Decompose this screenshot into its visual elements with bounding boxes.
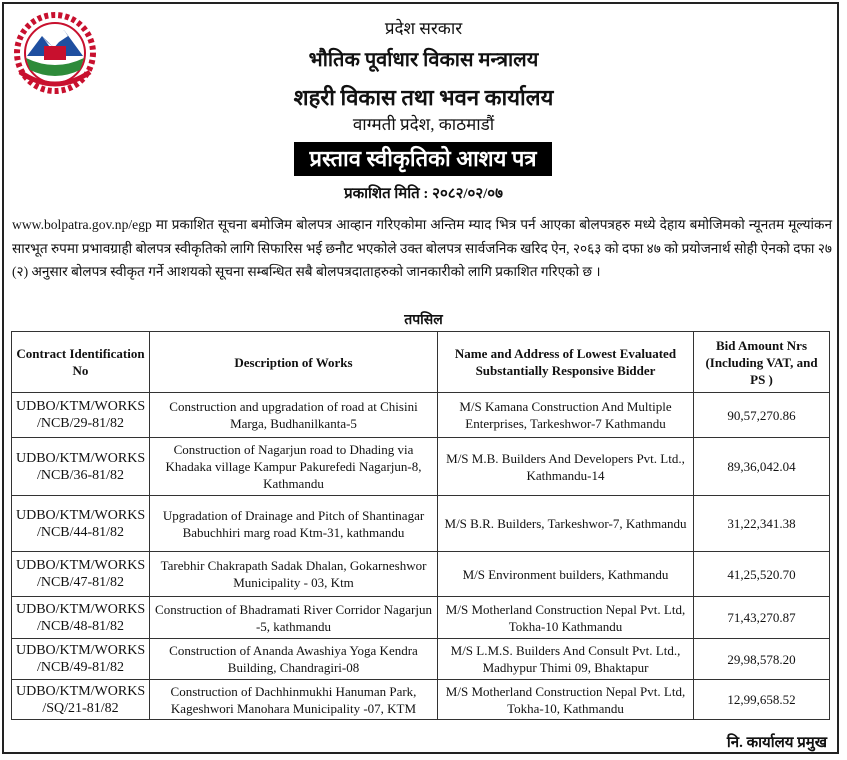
- bidder-name: M/S L.M.S. Builders And Consult Pvt. Ltd., Madhypur Thimi 09, Bhaktapur: [438, 639, 694, 680]
- bid-amount: 41,25,520.70: [694, 552, 830, 597]
- header-description: Description of Works: [150, 332, 438, 393]
- table-row: [12, 597, 830, 639]
- published-date: प्रकाशित मिति : २०८२/०२/०७: [344, 186, 503, 202]
- work-description: Construction and upgradation of road at Chisini Marga, Budhanilkanta-5: [150, 393, 438, 438]
- office-name: शहरी विकास तथा भवन कार्यालय: [293, 85, 554, 110]
- bid-amount: 12,99,658.52: [694, 680, 830, 720]
- office-location: वाग्मती प्रदेश, काठमाडौं: [352, 115, 495, 134]
- bidder-name: M/S Motherland Construction Nepal Pvt. Ltd, Tokha-10 Kathmandu: [438, 597, 694, 639]
- contract-id: UDBO/KTM/WORKS /SQ/21-81/82: [12, 680, 150, 720]
- table-row: [12, 639, 830, 680]
- bidder-name: M/S M.B. Builders And Developers Pvt. Ltd., Kathmandu-14: [438, 438, 694, 496]
- bid-amount: 90,57,270.86: [694, 393, 830, 438]
- header-bidder: Name and Address of Lowest Evaluated Substantially Responsive Bidder: [438, 332, 694, 393]
- table-row: [12, 438, 830, 496]
- header-amount: Bid Amount Nrs (Including VAT, and PS ): [694, 332, 830, 393]
- work-description: Construction of Ananda Awashiya Yoga Kendra Building, Chandragiri-08: [150, 639, 438, 680]
- bidder-name: M/S Motherland Construction Nepal Pvt. Ltd, Tokha-10, Kathmandu: [438, 680, 694, 720]
- contract-id: UDBO/KTM/WORKS /NCB/44-81/82: [12, 496, 150, 552]
- details-subheading: तपसिल: [404, 313, 443, 328]
- bid-amount: 71,43,270.87: [694, 597, 830, 639]
- table-header-row: [12, 332, 830, 393]
- work-description: Upgradation of Drainage and Pitch of Shantinagar Babuchhiri marg road Ktm-31, kathmandu: [150, 496, 438, 552]
- bid-amount: 89,36,042.04: [694, 438, 830, 496]
- ministry-name: भौतिक पूर्वाधार विकास मन्त्रालय: [308, 49, 539, 71]
- province-government: प्रदेश सरकार: [384, 19, 463, 38]
- bidder-name: M/S Environment builders, Kathmandu: [438, 552, 694, 597]
- table-row: [12, 496, 830, 552]
- work-description: Construction of Dachhinmukhi Hanuman Park, Kageshwori Manohara Municipality -07, KTM: [150, 680, 438, 720]
- bid-amount: 31,22,341.38: [694, 496, 830, 552]
- contract-id: UDBO/KTM/WORKS /NCB/29-81/82: [12, 393, 150, 438]
- contract-id: UDBO/KTM/WORKS /NCB/48-81/82: [12, 597, 150, 639]
- bid-amount: 29,98,578.20: [694, 639, 830, 680]
- notice-title-banner: प्रस्ताव स्वीकृतिको आशय पत्र: [294, 142, 552, 176]
- bidder-name: M/S B.R. Builders, Tarkeshwor-7, Kathmandu: [438, 496, 694, 552]
- signatory-title: नि. कार्यालय प्रमुख: [726, 735, 827, 751]
- contract-id: UDBO/KTM/WORKS /NCB/47-81/82: [12, 552, 150, 597]
- table-row: [12, 393, 830, 438]
- bid-table: [11, 331, 830, 720]
- table-row: [12, 552, 830, 597]
- work-description: Construction of Bhadramati River Corridor Nagarjun -5, kathmandu: [150, 597, 438, 639]
- header-contract-id: Contract Identification No: [12, 332, 150, 393]
- contract-id: UDBO/KTM/WORKS /NCB/36-81/82: [12, 438, 150, 496]
- work-description: Tarebhir Chakrapath Sadak Dhalan, Gokarneshwor Municipality - 03, Ktm: [150, 552, 438, 597]
- bidder-name: M/S Kamana Construction And Multiple Enterprises, Tarkeshwor-7 Kathmandu: [438, 393, 694, 438]
- notice-paragraph: www.bolpatra.gov.np/egp मा प्रकाशित सूचना बमोजिम बोलपत्र आव्हान गरिएकोमा अन्तिम म्याद भित्र पर्न आएका बोलपत्रहरु मध्ये देहाय बमोजिमको न्यूनतम मूल्यांकन सारभूत रुपमा प्रभावग्राही बोलपत्र स्वीकृतिको लागि सिफारिस भई छनौट भएकोले उक्त बोलपत्र सार्वजनिक खरिद ऐन, २०६३ को दफा ४७ को प्रयोजनार्थ सोही ऐनको दफा २७ (२) अनुसार बोलपत्र स्वीकृत गर्ने आशयको सूचना सम्बन्धित सबै बोलपत्रदाताहरुको जानकारीको लागि प्रकाशित गरिएको छ ।: [12, 217, 832, 279]
- table-row: [12, 680, 830, 720]
- work-description: Construction of Nagarjun road to Dhading via Khadaka village Kampur Pakurefedi Nagarjun-8, Kathmandu: [150, 438, 438, 496]
- contract-id: UDBO/KTM/WORKS /NCB/49-81/82: [12, 639, 150, 680]
